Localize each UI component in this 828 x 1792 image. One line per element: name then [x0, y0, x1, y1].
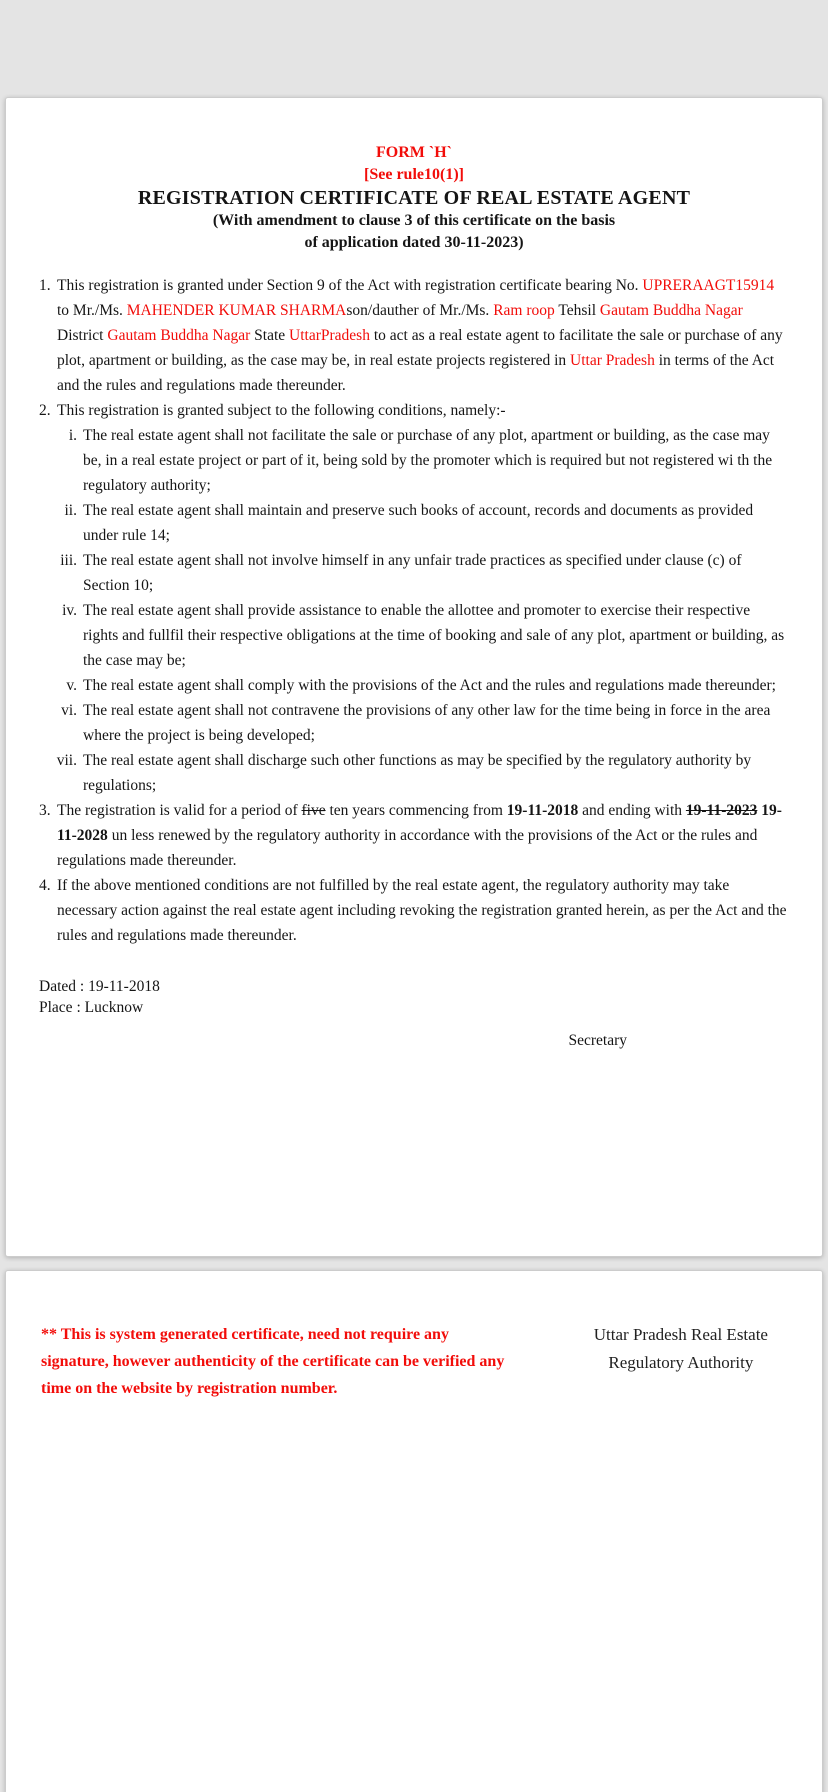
subclause-text: The real estate agent shall provide assistance to enable the allottee and promoter to exercise their respective rights and fullfil their respective obligations at the time of booking and sale of any plot, apartment or building, as the case may be;: [83, 602, 785, 669]
subclause-item: [39, 673, 789, 698]
text-segment: This registration is granted under Section 9 of the Act with registration certificate bearing No.: [57, 277, 643, 294]
subclause-item: [39, 698, 789, 748]
subclause-text: The real estate agent shall not involve himself in any unfair trade practices as specified under clause (c) of Section 10;: [83, 552, 742, 594]
text-segment: UttarPradesh: [289, 327, 370, 344]
signatory-label: Secretary: [568, 1032, 627, 1049]
text-segment: 19-11-2028: [57, 802, 782, 844]
clause-item: [39, 873, 789, 948]
subclause-text: The real estate agent shall not contravene the provisions of any other law for the time being in force in the area where the project is being developed;: [83, 702, 771, 744]
place-line: Place : Lucknow: [39, 999, 144, 1016]
amendment-note-line1: (With amendment to clause 3 of this certificate on the basis: [212, 212, 616, 229]
text-segment: Gautam Buddha Nagar: [107, 327, 251, 344]
subclause-text: The real estate agent shall discharge such other functions as may be specified by the regulatory authority by regulations;: [83, 752, 752, 794]
text-segment: State: [250, 327, 290, 344]
text-segment: Uttar Pradesh: [570, 352, 655, 369]
text-segment: five: [301, 802, 326, 819]
subclause-item: [39, 598, 789, 673]
clause-text: [57, 273, 789, 398]
main-title: REGISTRATION CERTIFICATE OF REAL ESTATE AGENT: [137, 187, 691, 209]
text-segment: to act as a real estate agent to facilitate the sale or purchase of any plot, apartment or building, as the case may be, in real estate projects registered in: [57, 327, 783, 369]
disclaimer-line1: ** This is system generated certificate, need not require any: [41, 1326, 449, 1343]
text-segment: 19-11-2023: [685, 802, 758, 819]
disclaimer-line3: time on the website by registration number.: [41, 1380, 338, 1397]
subclause-text: The real estate agent shall maintain and preserve such books of account, records and documents as provided under rule 14;: [83, 502, 754, 544]
amendment-note-line2: of application dated 30-11-2023): [304, 234, 524, 251]
text-segment: This registration is granted subject to the following conditions, namely:-: [57, 402, 506, 419]
subclause-item: [39, 548, 789, 598]
clause-item: [39, 273, 789, 398]
clause-number: 2.: [39, 402, 51, 419]
subclause-text: The real estate agent shall not facilitate the sale or purchase of any plot, apartment or building, as the case may be, in a real estate project or part of it, being sold by the promoter which is required but not registered wi th the regulatory authority;: [83, 427, 773, 494]
subclause-number: iii.: [60, 552, 77, 569]
authority-line2: Regulatory Authority: [608, 1353, 754, 1372]
subclause-item: [39, 423, 789, 498]
subclause-text: The real estate agent shall comply with the provisions of the Act and the rules and regulations made thereunder;: [83, 677, 776, 694]
text-segment: and ending with: [578, 802, 686, 819]
subclause-item: [39, 498, 789, 548]
disclaimer-line2: signature, however authenticity of the certificate can be verified any: [41, 1353, 505, 1370]
clause-number: 4.: [39, 877, 51, 894]
text-segment: District: [57, 327, 108, 344]
document-header: [39, 142, 789, 254]
text-segment: to Mr./Ms.: [57, 302, 127, 319]
clause-number: 1.: [39, 277, 51, 294]
subclause-number: vi.: [61, 702, 77, 719]
text-segment: Ram roop: [493, 302, 555, 319]
subclause-number: vii.: [56, 752, 77, 769]
text-segment: If the above mentioned conditions are not fulfilled by the real estate agent, the regulatory authority may take necessary action against the real estate agent including revoking the registration granted herein, as per the Act and the rules and regulations made thereunder.: [57, 877, 787, 944]
clause-list: [39, 273, 789, 948]
text-segment: Gautam Buddha Nagar: [599, 302, 743, 319]
text-segment: son/dauther of Mr./Ms.: [346, 302, 494, 319]
text-segment: in terms of the Act and the rules and regulations made thereunder.: [57, 352, 775, 394]
clause-text: [57, 798, 789, 873]
dated-line: Dated : 19-11-2018: [39, 978, 160, 995]
clause-text: [57, 873, 789, 948]
authority-line1: Uttar Pradesh Real Estate: [593, 1325, 768, 1344]
signoff-block: [39, 976, 789, 1018]
authority-name: [570, 1321, 792, 1377]
text-segment: MAHENDER KUMAR SHARMA: [126, 302, 347, 319]
footer-page: [5, 1270, 823, 1792]
clause-text: [57, 398, 789, 423]
text-segment: The registration is valid for a period of: [57, 802, 302, 819]
subclause-item: [39, 748, 789, 798]
clause-item: [39, 798, 789, 873]
system-generated-disclaimer: [41, 1321, 540, 1402]
text-segment: 19-11-2018: [506, 802, 579, 819]
form-title: FORM `H`: [376, 144, 452, 161]
subclause-number: i.: [68, 427, 77, 444]
clause-number: 3.: [39, 802, 51, 819]
subclause-number: iv.: [62, 602, 77, 619]
text-segment: Tehsil: [554, 302, 600, 319]
subclause-number: ii.: [64, 502, 77, 519]
certificate-page: [5, 97, 823, 1257]
text-segment: un less renewed by the regulatory authority in accordance with the provisions of the Act or the rules and regulations made thereunder.: [57, 827, 758, 869]
rule-reference: [See rule10(1)]: [364, 166, 464, 183]
subclause-number: v.: [66, 677, 77, 694]
text-segment: ten years commencing from: [325, 802, 507, 819]
text-segment: UPRERAAGT15914: [642, 277, 775, 294]
clause-item: [39, 398, 789, 423]
